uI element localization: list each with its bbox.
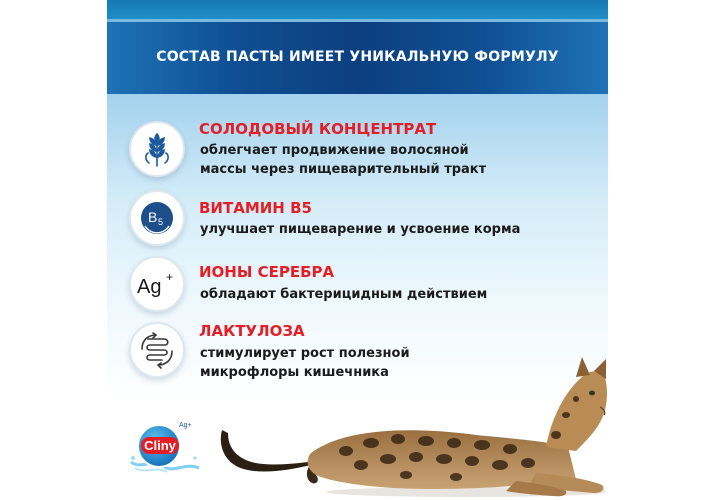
feature-desc-line2: микрофлоры кишечника — [200, 365, 389, 380]
intestine-icon — [129, 322, 185, 378]
vitamin-b5-icon — [129, 190, 185, 246]
svg-text:B: B — [148, 209, 158, 225]
feature-title: ЛАКТУЛОЗА — [199, 322, 305, 340]
svg-text:5: 5 — [158, 217, 164, 227]
cat-illustration — [216, 355, 608, 500]
top-strip — [107, 0, 608, 19]
svg-text:+: + — [166, 270, 174, 284]
header-banner — [107, 22, 608, 94]
feature-title: ИОНЫ СЕРЕБРА — [199, 263, 335, 281]
svg-text:Cliny: Cliny — [144, 438, 176, 453]
feature-desc-line1: обладают бактерицидным действием — [200, 287, 488, 302]
feature-desc-line1: стимулирует рост полезной — [200, 346, 410, 361]
feature-title: СОЛОДОВЫЙ КОНЦЕНТРАТ — [199, 120, 437, 138]
header-title: СОСТАВ ПАСТЫ ИМЕЕТ УНИКАЛЬНУЮ ФОРМУЛУ — [156, 49, 559, 65]
wheat-icon — [129, 121, 185, 177]
feature-desc-line1: облегчает продвижение волосяной — [200, 143, 469, 158]
silver-ion-icon — [129, 256, 185, 312]
feature-desc-line1: улучшает пищеварение и усвоение корма — [200, 222, 521, 237]
svg-text:Ag: Ag — [137, 276, 162, 298]
feature-title: ВИТАМИН В5 — [199, 199, 312, 217]
cliny-logo — [129, 418, 201, 478]
product-card — [107, 0, 608, 500]
svg-text:Ag+: Ag+ — [179, 422, 192, 429]
feature-desc-line2: массы через пищеварительный тракт — [200, 162, 487, 177]
